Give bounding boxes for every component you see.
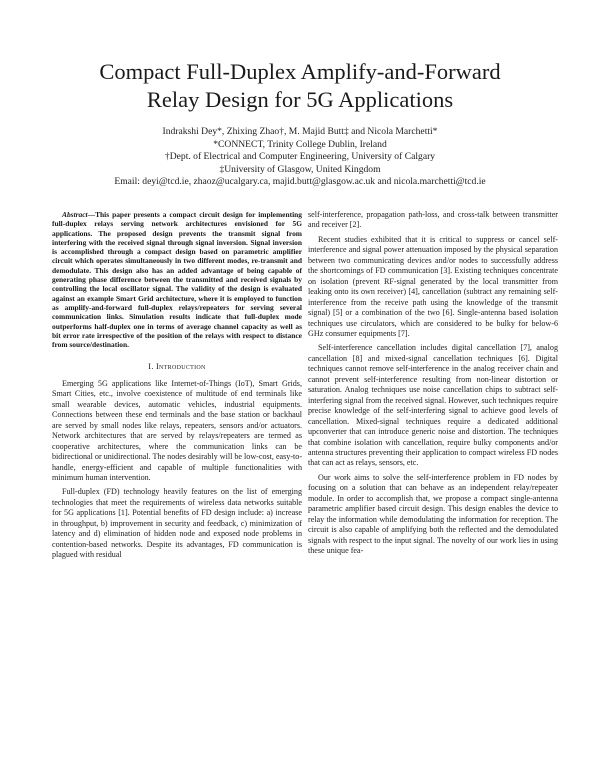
- abstract: [52, 210, 302, 349]
- author-block: [40, 126, 560, 189]
- section-heading-introduction: I. Introduction: [148, 362, 206, 372]
- title-line-2: Relay Design for 5G Applications: [146, 87, 454, 112]
- intro-paragraph-3: self-interference, propagation path-loss, and cross-talk between transmitter and receiver [2].: [308, 210, 558, 230]
- intro-paragraph-4: Recent studies exhibited that it is critical to suppress or cancel self-interference and signal power attenuation imposed by the physical separation between two communicating devices and/or nodes to successfully address the shortcomings of FD communication [3]. Existing techniques concentrate on isolation (prevent RF-signal generated by the local transmitter from leaking onto its own receiver) [4], cancellation (subtract any remaining self-interference from the receive path using the knowledge of the transmit signal) [5] or a combination of the two [6]. Single-antenna based isolation techniques use circulators, which are considered to be bulky for below-6 GHz consumer equipments [7].: [308, 234, 558, 338]
- title-line-1: Compact Full-Duplex Amplify-and-Forward: [99, 59, 501, 84]
- abstract-label: Abstract: [62, 210, 88, 219]
- intro-paragraph-6: Our work aims to solve the self-interference problem in FD nodes by focusing on a solution that can behave as an independent relay/repeater module. In order to accomplish that, we propose a compact single-antenna parametric amplifier based circuit design. This design enables the device to relay the information while demodulating the information for reception. The circuit is also capable of amplifying both the reflected and the demodulated signals with respect to the input signal. The novelty of our work lies in using these unique fea-: [308, 472, 558, 556]
- affiliation-1: *CONNECT, Trinity College Dublin, Ireland: [213, 138, 387, 150]
- left-column: [52, 210, 302, 561]
- paper-title: [40, 58, 560, 114]
- intro-paragraph-5: Self-interference cancellation includes digital cancellation [7], analog cancellation [8] and mixed-signal cancellation techniques [6]. Digital techniques cannot remove self-interference in the analog receiver chain and cannot prevent self-interference resulting from non-linear distortion or saturation. Analog techniques use noise cancellation chips to subtract self-interfering signal from the received signal. However, such techniques require precise knowledge of the self-interfering signal to achieve good levels of cancellation. Mixed-signal techniques require a dedicated additional upconverter that can introduce generic noise and distortion. The techniques that combine isolation with cancellation, require bulky components and/or antenna structures preventing their application to compact wireless FD nodes that can act as relays, sensors, etc.: [308, 343, 558, 468]
- intro-paragraph-1: Emerging 5G applications like Internet-of-Things (IoT), Smart Grids, Smart Cities, etc., involve coexistence of multitude of end terminals like small wearable devices, automatic vehicles, industrial equipments. Connections between these end terminals and the base station or backhaul are served by small nodes like relays, repeaters, sensors and/or actuators. Network architectures that are served by relays/repeaters are termed as cooperative architectures, where the communication links can be bidirectional or unidirectional. The nodes desirably will be low-cost, easy-to-handle, energy-efficient and capable of multiple functionalities with minimum human intervention.: [52, 378, 303, 482]
- right-column: [308, 210, 558, 557]
- author-names: Indrakshi Dey*, Zhixing Zhao†, M. Majid Butt‡ and Nicola Marchetti*: [162, 126, 438, 137]
- email-line: Email: deyi@tcd.ie, zhaoz@ucalgary.ca, majid.butt@glasgow.ac.uk and nicola.marchetti@tcd.ie: [114, 176, 486, 187]
- intro-paragraph-2: Full-duplex (FD) technology heavily features on the list of emerging technologies that meet the requirements of wireless data networks suitable for 5G applications [1]. Potential benefits of FD design include: a) increase in throughput, b) improvement in security and feedback, c) minimization of latency and d) elimination of hidden node and exposed node problems in contention-based networks. Despite its advantages, FD communication is plagued with residual: [52, 487, 302, 560]
- affiliation-2: †Dept. of Electrical and Computer Engineering, University of Calgary: [164, 151, 436, 162]
- abstract-text: —This paper presents a compact circuit design for implementing full-duplex relays serving network architectures envisioned for 5G applications. The proposed design prevents the transmit signal from interfering with the received signal through signal inversion. Signal inversion is accomplished through a compact design based on parametric amplifier circuit which operates simultaneously in two different modes, re-transmit and demodulate. This design also has an added advantage of being capable of generating phase difference between the transmitted and received signals by controlling the local oscillator signal. The validity of the design is evaluated against an example Smart Grid architecture, where it is employed to function as amplify-and-forward full-duplex relays/repeaters for serving several communication links. Simulation results indicate that full-duplex mode outperforms half-duplex one in terms of average channel capacity as well as bit error rate irrespective of the position of the relays with respect to distance from source/destination.: [52, 210, 302, 350]
- affiliation-3: ‡University of Glasgow, United Kingdom: [219, 163, 381, 175]
